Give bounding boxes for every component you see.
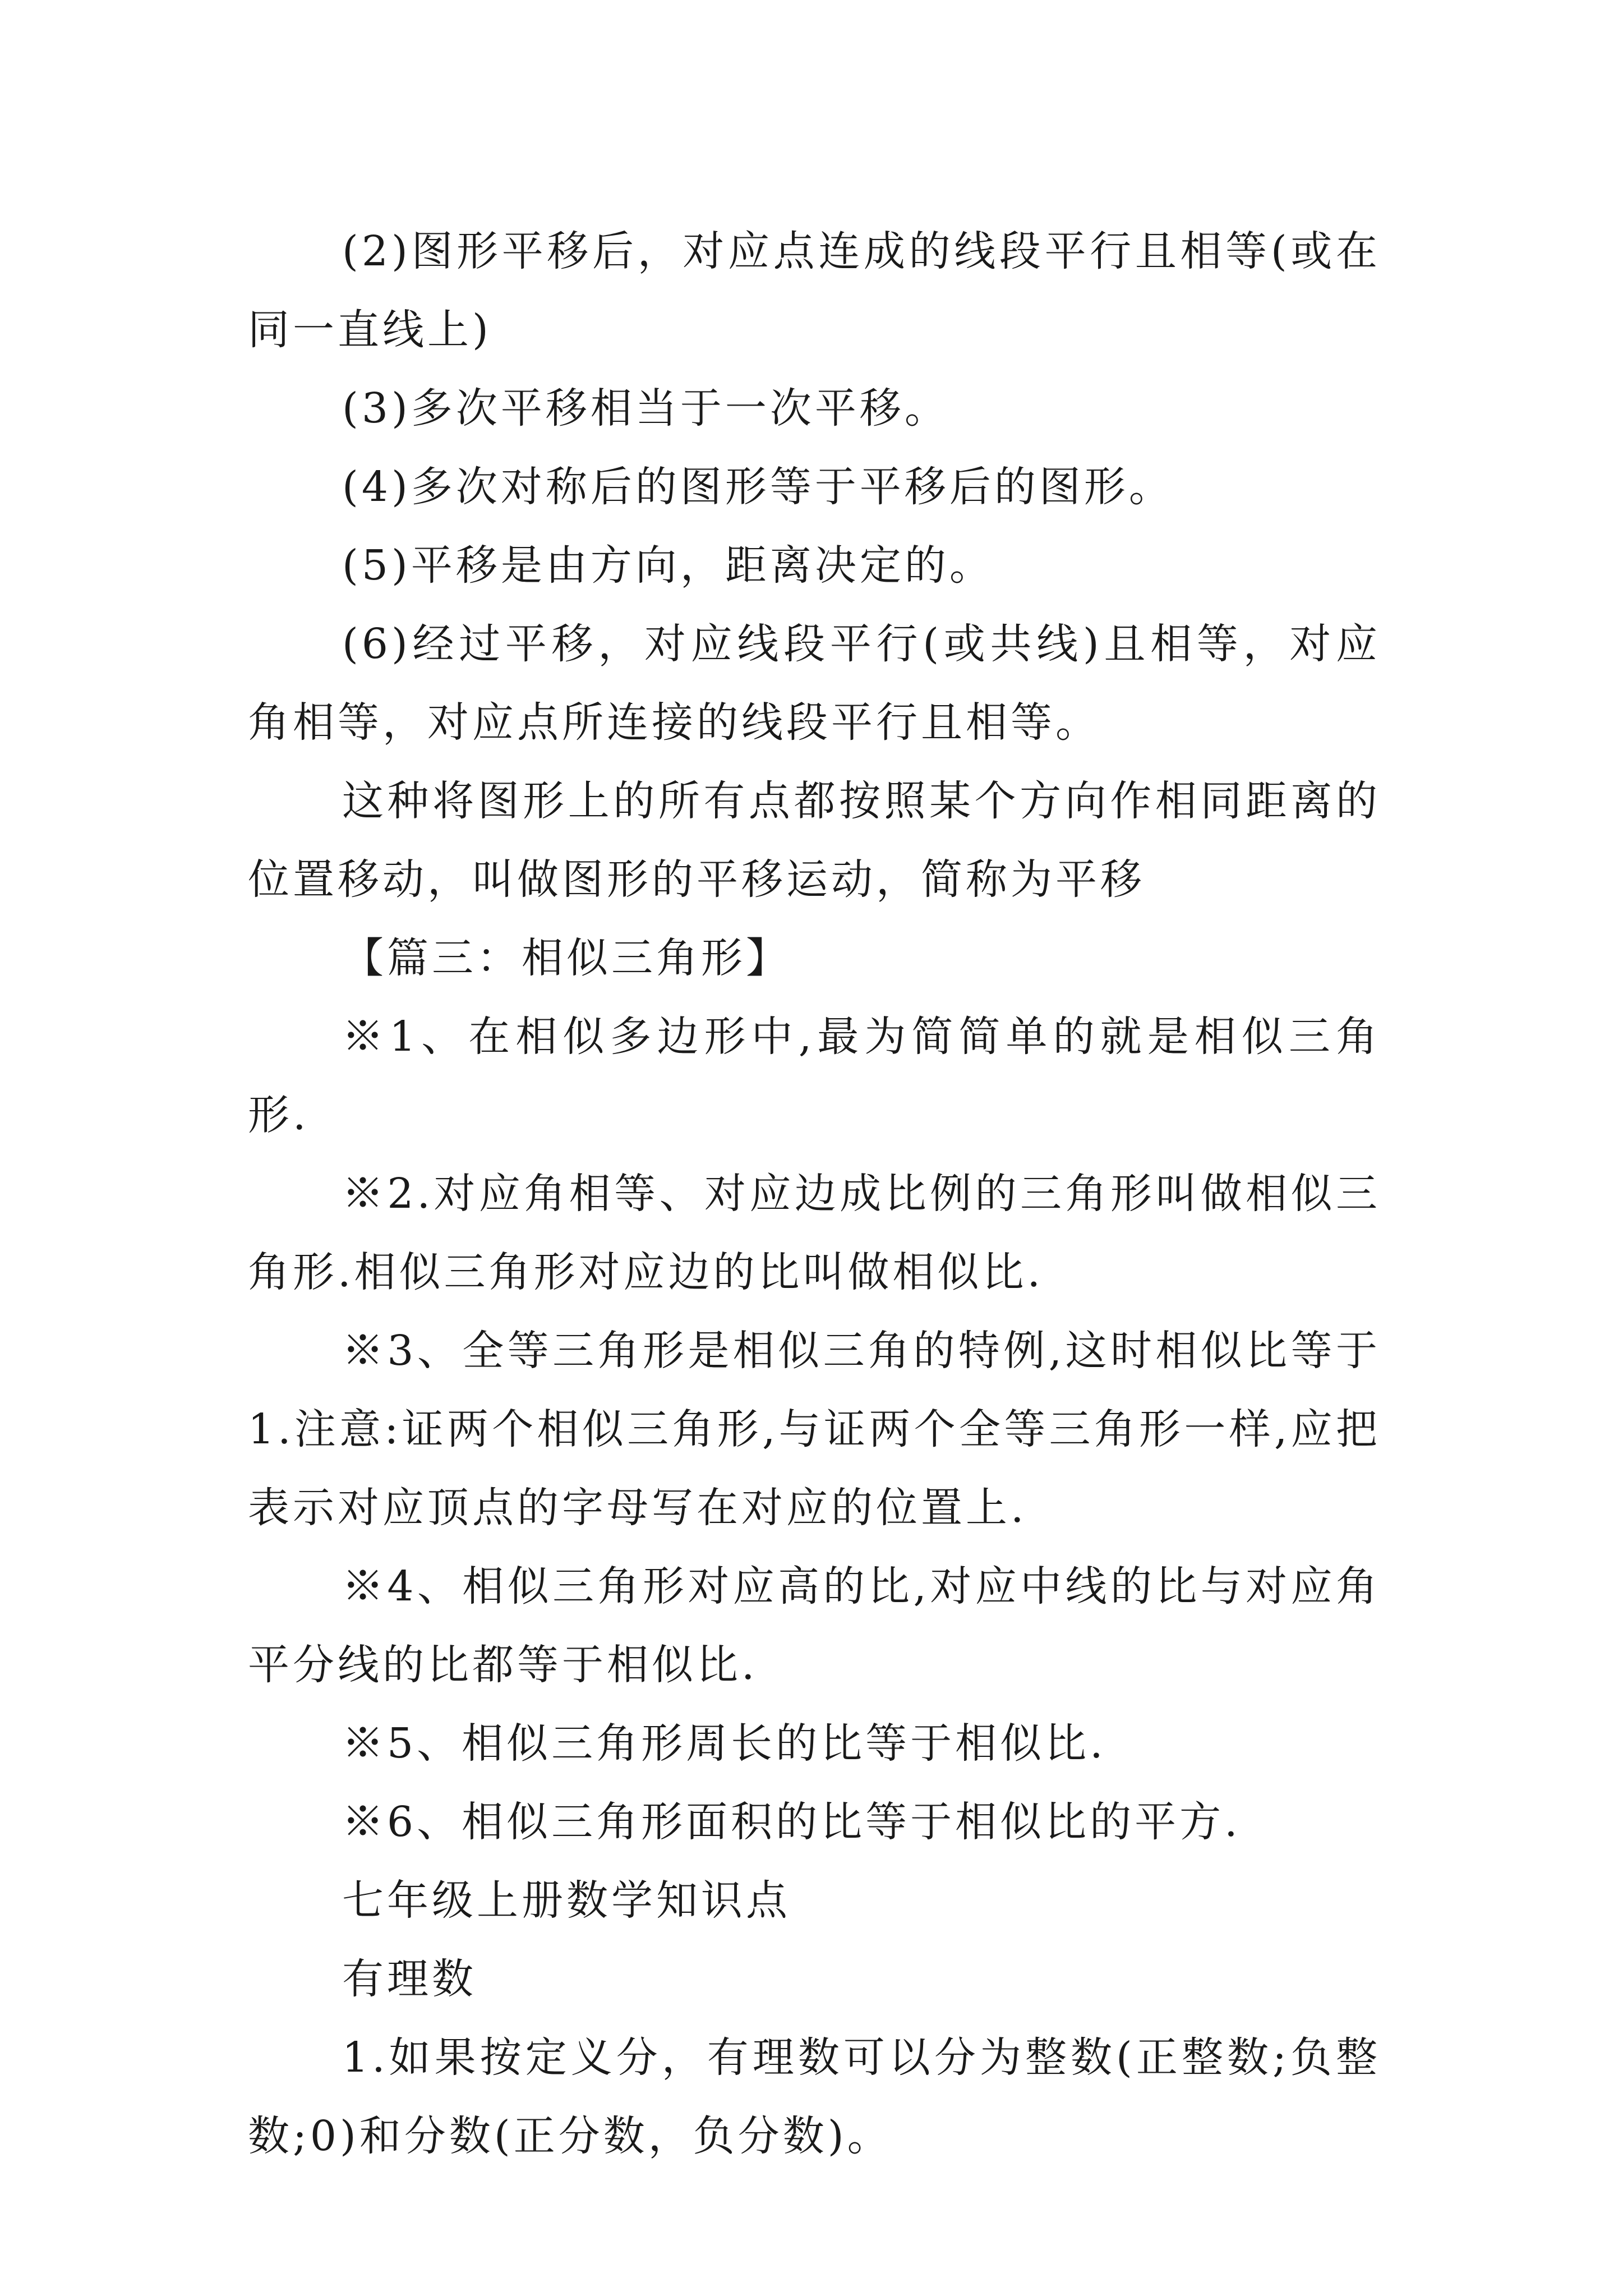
section-heading-similar-triangles: 【篇三：相似三角形】	[342, 934, 791, 982]
paragraph-similar-triangles-5: ※5、相似三角形周长的比等于相似比.	[342, 1719, 1106, 1768]
paragraph-translation-property-3: (3)多次平移相当于一次平移。	[342, 384, 949, 432]
paragraph-similar-triangles-4: ※4、相似三角形对应高的比,对应中线的比与对应角平分线的比都等于相似比.	[248, 1562, 1381, 1689]
paragraph-translation-property-2: (2)图形平移后，对应点连成的线段平行且相等(或在同一直线上)	[248, 227, 1381, 354]
paragraph-similar-triangles-1: ※1、在相似多边形中,最为简简单的就是相似三角形.	[248, 1013, 1381, 1139]
section-heading-grade7-math: 七年级上册数学知识点	[342, 1876, 791, 1925]
paragraph-rational-numbers-1: 1.如果按定义分，有理数可以分为整数(正整数;负整数;0)和分数(正分数，负分数)。	[248, 2033, 1381, 2160]
paragraph-translation-property-5: (5)平移是由方向，距离决定的。	[342, 541, 994, 590]
paragraph-translation-definition: 这种将图形上的所有点都按照某个方向作相同距离的位置移动，叫做图形的平移运动，简称为平移	[248, 777, 1381, 904]
paragraph-similar-triangles-3: ※3、全等三角形是相似三角的特例,这时相似比等于1.注意:证两个相似三角形,与证两个全等三角形一样,应把表示对应顶点的字母写在对应的位置上.	[248, 1327, 1381, 1532]
subheading-rational-numbers: 有理数	[342, 1955, 477, 2003]
document-body	[248, 212, 1381, 2175]
paragraph-similar-triangles-6: ※6、相似三角形面积的比等于相似比的平方.	[342, 1798, 1241, 1846]
paragraph-translation-property-4: (4)多次对称后的图形等于平移后的图形。	[342, 463, 1174, 511]
paragraph-translation-property-6: (6)经过平移，对应线段平行(或共线)且相等，对应角相等，对应点所连接的线段平行且相等。	[248, 620, 1381, 747]
paragraph-similar-triangles-2: ※2.对应角相等、对应边成比例的三角形叫做相似三角形.相似三角形对应边的比叫做相似比.	[248, 1170, 1381, 1296]
